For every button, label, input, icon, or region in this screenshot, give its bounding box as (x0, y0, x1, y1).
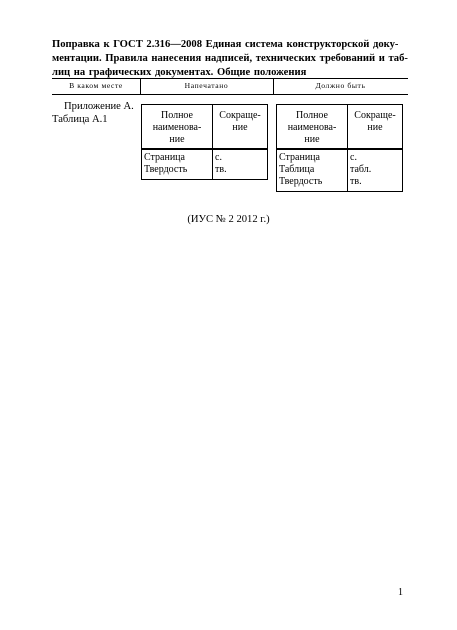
location-cell (52, 101, 140, 126)
printed-short-name-2: тв. (215, 164, 227, 176)
correct-short-names-cell (348, 149, 403, 191)
printed-header-full-line-2: наименова- (152, 121, 202, 133)
correct-full-name-1: Страница (279, 152, 320, 164)
correct-header-short-line-2: ние (367, 121, 383, 133)
printed-table-body-row (142, 149, 268, 179)
printed-short-names-cell (213, 149, 268, 179)
printed-header-full-line-3: ние (169, 133, 185, 145)
correct-full-names-cell (277, 149, 348, 191)
correct-table-body-row (277, 149, 403, 191)
correct-table-header-row (277, 105, 403, 150)
page-number: 1 (398, 587, 403, 598)
correct-short-name-3: тв. (350, 175, 362, 187)
correct-inner-table (276, 104, 403, 192)
heading-line-1: Поправка к ГОСТ 2.316—2008 Единая система конструкторской доку- (52, 39, 399, 50)
correct-header-full-line-1: Полное (296, 110, 328, 121)
source-reference: (ИУС № 2 2012 г.) (187, 214, 270, 225)
correct-short-name-2: табл. (350, 164, 372, 176)
printed-table-header-row (142, 105, 268, 150)
correct-short-name-1: с. (350, 152, 357, 164)
table-header-rule (52, 94, 408, 95)
correct-header-full-line-2: наименова- (287, 121, 337, 133)
correct-header-abbreviation (348, 105, 403, 150)
column-header-where: В каком месте (69, 81, 123, 90)
heading-line-2: ментации. Правила нанесения надписей, технических требований и таб- (52, 53, 408, 64)
location-line-1: Приложение А. (64, 101, 134, 112)
column-header-printed: Напечатано (184, 81, 229, 90)
printed-header-short-line-2: ние (232, 121, 248, 133)
heading-line-3: лиц на графических документах. Общие положения (52, 67, 307, 78)
printed-full-name-2: Твердость (144, 164, 188, 176)
correction-heading (52, 38, 408, 80)
correct-header-full-line-3: ние (304, 133, 320, 145)
printed-full-names-cell (142, 149, 213, 179)
column-header-should-be: Должно быть (315, 81, 366, 90)
correct-header-short-line-1: Сокраще- (354, 110, 396, 121)
printed-short-name-1: с. (215, 152, 222, 164)
table-top-rule (52, 78, 408, 79)
correct-header-full-name (277, 105, 348, 150)
correct-full-name-3: Твердость (279, 175, 323, 187)
printed-header-full-name (142, 105, 213, 150)
printed-header-full-line-1: Полное (161, 110, 193, 121)
location-line-2: Таблица А.1 (52, 113, 108, 125)
printed-inner-table (141, 104, 268, 180)
printed-header-abbreviation (213, 105, 268, 150)
correct-full-name-2: Таблица (279, 164, 315, 176)
printed-header-short-line-1: Сокраще- (219, 110, 261, 121)
printed-full-name-1: Страница (144, 152, 185, 164)
